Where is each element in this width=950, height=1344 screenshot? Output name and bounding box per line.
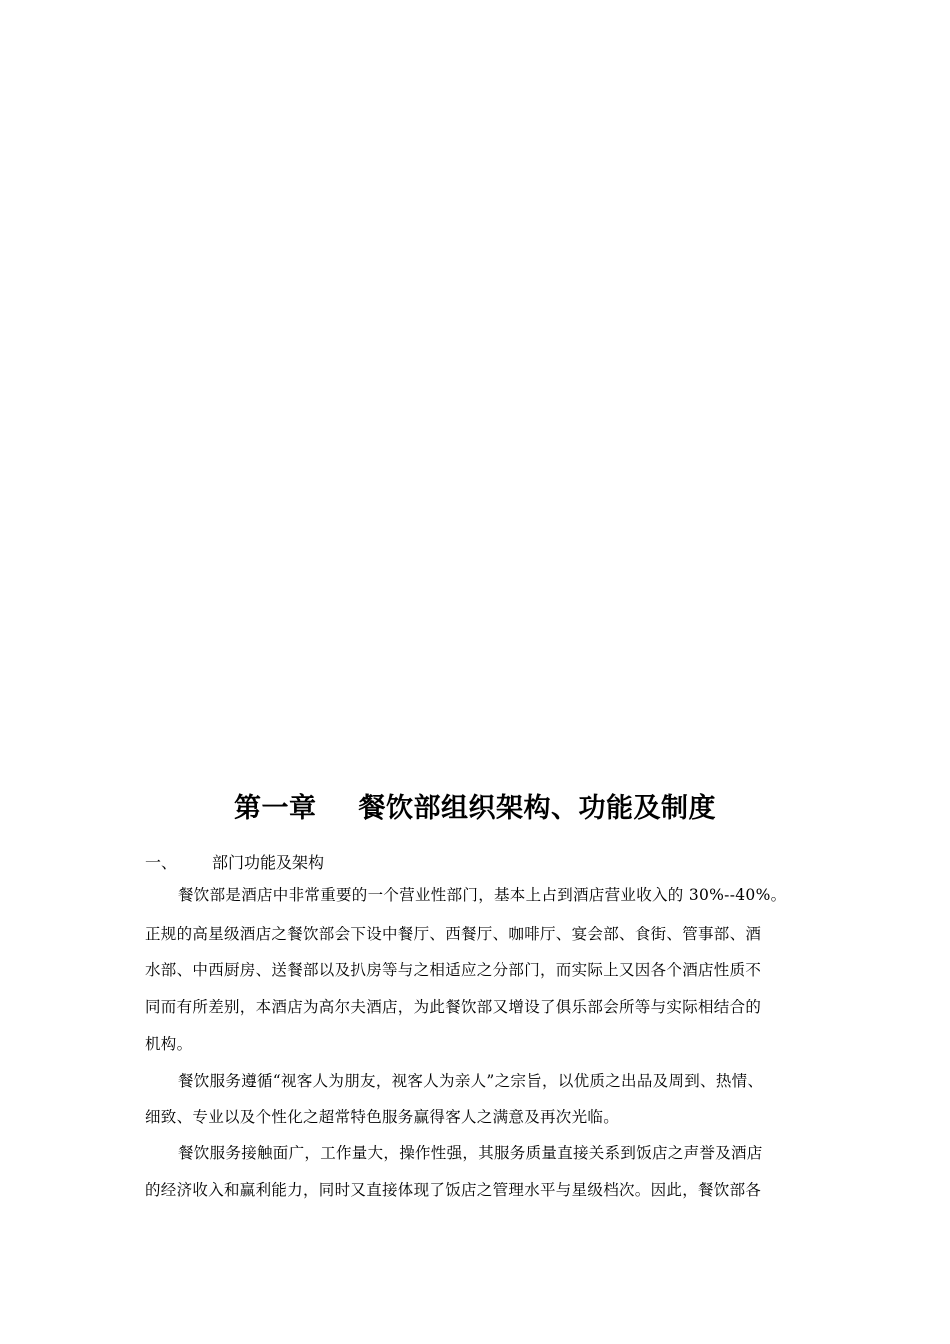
paragraph-line: 餐饮服务接触面广，工作量大，操作性强，其服务质量直接关系到饭店之声誉及酒店: [178, 1144, 763, 1162]
paragraph-line: 餐饮部是酒店中非常重要的一个营业性部门，基本上占到酒店营业收入的 30%--40%。: [178, 886, 787, 904]
paragraph-line: 餐饮服务遵循“视客人为朋友，视客人为亲人”之宗旨，以优质之出品及周到、热情、: [178, 1072, 764, 1090]
section-number: 一、: [145, 853, 178, 872]
paragraph-line: 机构。: [145, 1035, 193, 1053]
paragraph-line: 同而有所差别，本酒店为高尔夫酒店，为此餐饮部又增设了俱乐部会所等与实际相结合的: [145, 998, 762, 1016]
chapter-title: [0, 786, 950, 825]
paragraph-line: 的经济收入和赢利能力，同时又直接体现了饭店之管理水平与星级档次。因此，餐饮部各: [145, 1181, 762, 1199]
paragraph-line: 水部、中西厨房、送餐部以及扒房等与之相适应之分部门，而实际上又因各个酒店性质不: [145, 961, 762, 979]
chapter-title-text: 餐饮部组织架构、功能及制度: [358, 793, 716, 824]
section-heading: [145, 850, 324, 873]
paragraph-line: 正规的高星级酒店之餐饮部会下设中餐厅、西餐厅、咖啡厅、宴会部、食街、管事部、酒: [145, 925, 762, 943]
section-title: 部门功能及架构: [212, 853, 325, 872]
paragraph-line: 细致、专业以及个性化之超常特色服务赢得客人之满意及再次光临。: [145, 1108, 620, 1126]
chapter-number: 第一章: [234, 793, 317, 824]
